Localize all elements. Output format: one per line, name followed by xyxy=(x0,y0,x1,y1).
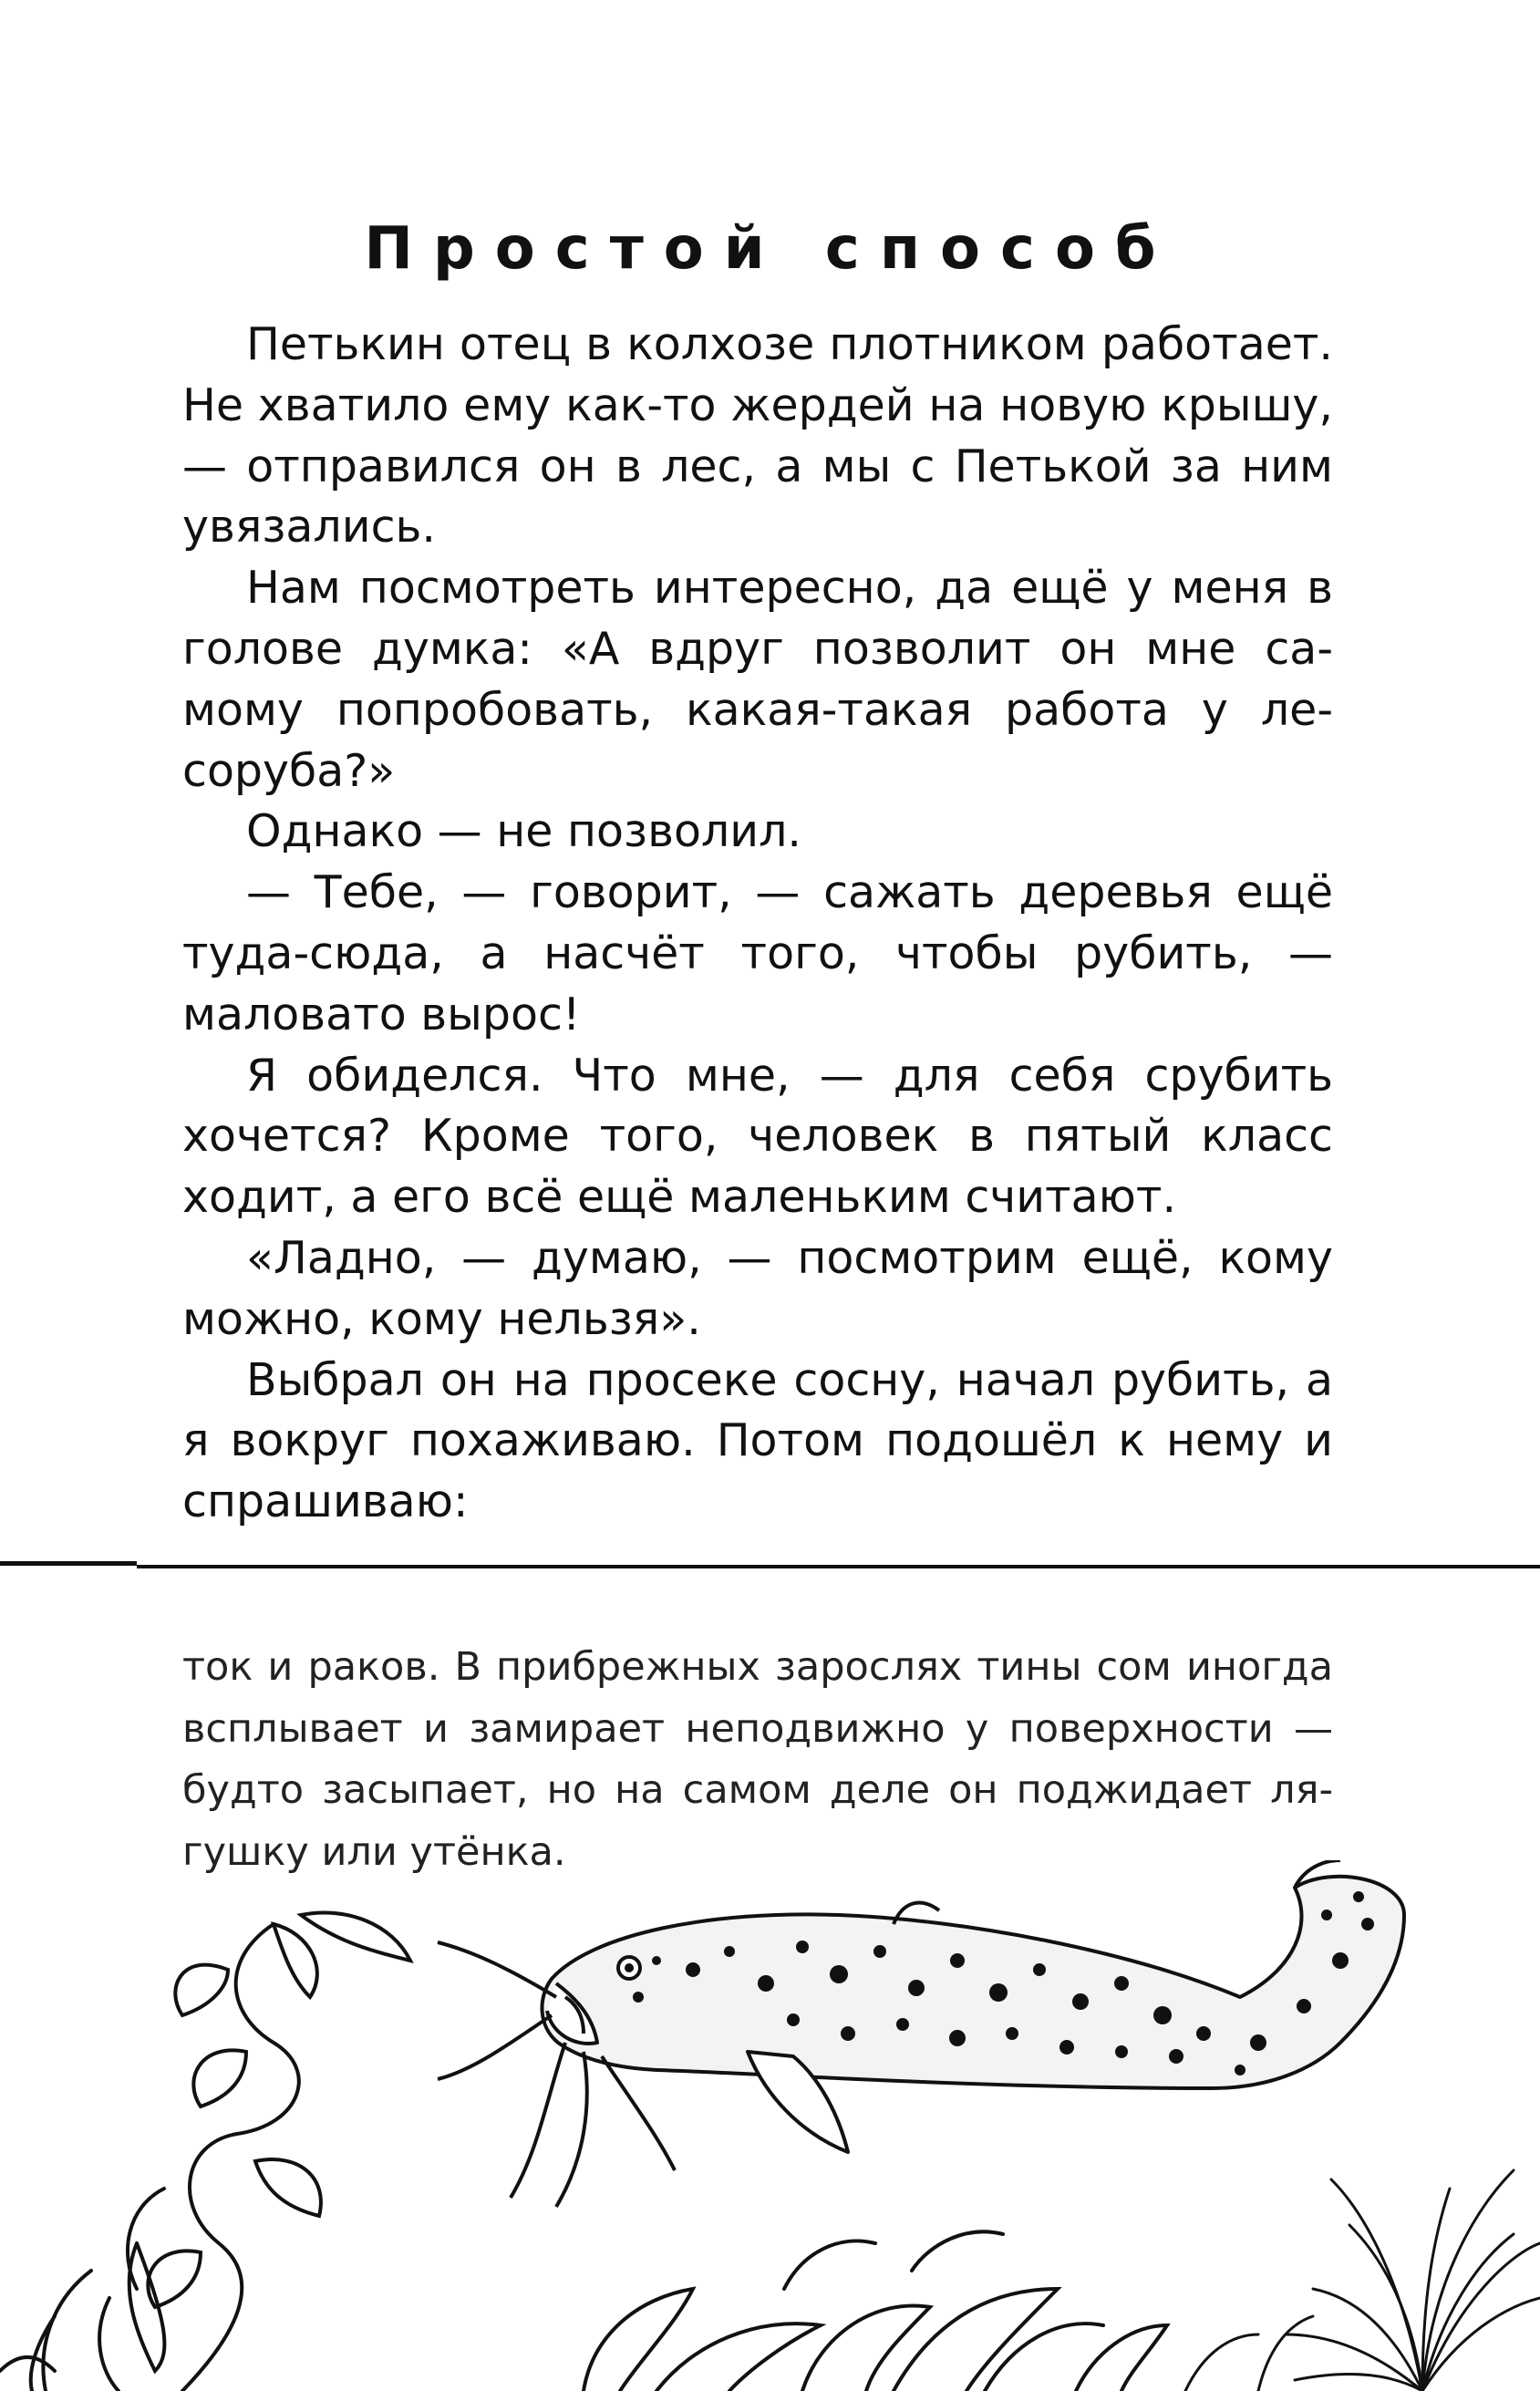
story-paragraph: — Тебе, — говорит, — сажать деревья ещё туда-сюда, а насчёт того, чтобы рубить, — маловато вырос! xyxy=(182,866,1333,1040)
story-paragraph: Однако — не позволил. xyxy=(246,805,801,858)
story-paragraph: «Ладно, — думаю, — посмотрим ещё, кому можно, кому нельзя». xyxy=(182,1231,1333,1345)
water-plants-icon xyxy=(584,2231,1167,2391)
story-paragraph: Петькин отец в колхозе плотником работает. Не хватило ему как-то жердей на новую крышу, — отправился он в лес, а мы с Петькой за ним увязались. xyxy=(182,318,1333,554)
sea-anemone-icon xyxy=(1185,2170,1540,2391)
chapter-title: Простой способ xyxy=(364,214,1176,283)
fact-text: ток и раков. В прибрежных зарослях тины сом иногда всплывает и замирает неподвижно у поверхности — будто засыпает, но на самом деле он поджидает лягушку или утёнка. xyxy=(182,1644,1333,1875)
seaweed-left-icon xyxy=(0,1912,410,2391)
section-divider-accent xyxy=(0,1561,137,1566)
catfish-illustration xyxy=(0,1860,1540,2391)
story-paragraph: Нам посмотреть интересно, да ещё у меня в голове думка: «А вдруг позволит он мне самому попробовать, какая-такая работа у лесоруба?» xyxy=(182,562,1333,797)
story-text xyxy=(182,315,1333,1533)
story-paragraph: Выбрал он на просеке сосну, начал рубить, а я вокруг похаживаю. Потом подошёл к нему и спрашиваю: xyxy=(182,1353,1333,1528)
catfish-icon xyxy=(438,1860,1404,2207)
section-divider xyxy=(137,1565,1540,1568)
fact-box xyxy=(182,1637,1333,1883)
story-paragraph: Я обиделся. Что мне, — для себя срубить хочется? Кроме того, человек в пятый класс ходит, а его всё ещё маленьким считают. xyxy=(182,1049,1333,1224)
